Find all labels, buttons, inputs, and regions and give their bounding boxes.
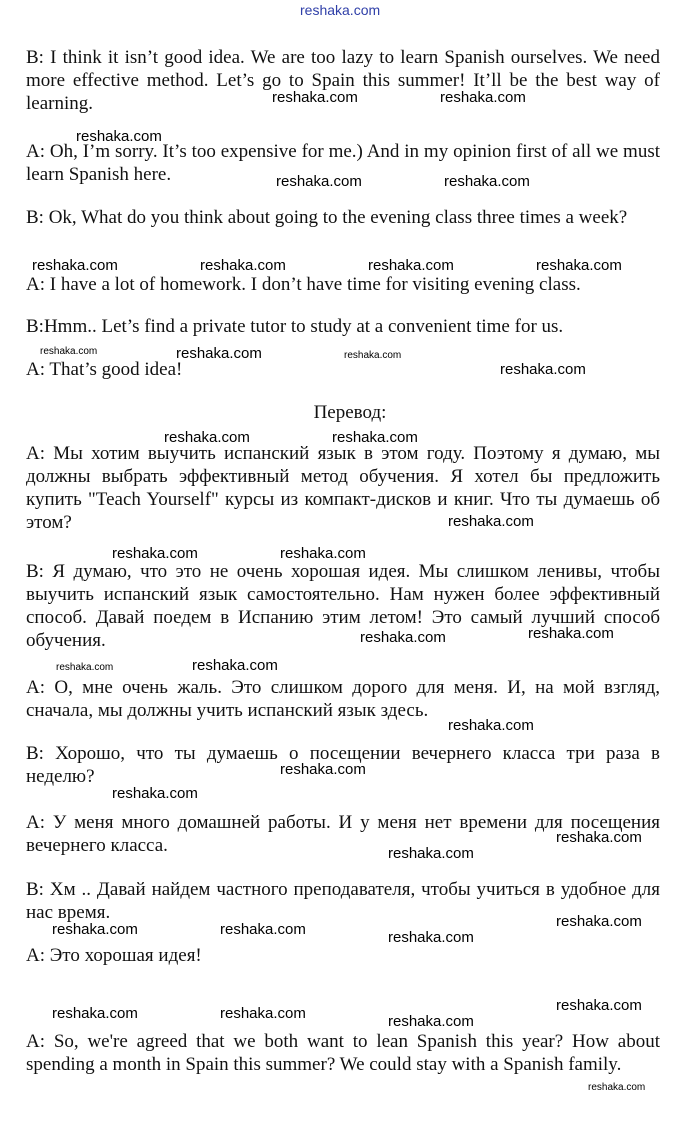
watermark: reshaka.com	[368, 257, 454, 274]
translation-paragraph-3: А: О, мне очень жаль. Это слишком дорого для меня. И, на мой взгляд, сначала, мы должны учить испанский язык здесь.	[26, 677, 660, 721]
watermark: reshaka.com	[32, 257, 118, 274]
watermark: reshaka.com	[56, 662, 114, 673]
watermark: reshaka.com	[176, 345, 262, 362]
dialogue-paragraph-3: B: Ok, What do you think about going to the evening class three times a week?	[26, 207, 628, 228]
watermark: reshaka.com	[500, 361, 586, 378]
watermark: reshaka.com	[528, 625, 614, 642]
translation-heading: Перевод:	[313, 402, 387, 423]
watermark: reshaka.com	[448, 717, 534, 734]
watermark: reshaka.com	[556, 829, 642, 846]
watermark: reshaka.com	[40, 346, 98, 357]
translation-paragraph-5: А: У меня много домашней работы. И у меня нет времени для посещения вечернего класса.	[26, 812, 660, 856]
dialogue-paragraph-4: A: I have a lot of homework. I don’t have time for visiting evening class.	[26, 274, 581, 295]
watermark: reshaka.com	[164, 429, 250, 446]
watermark: reshaka.com	[556, 997, 642, 1014]
watermark: reshaka.com	[200, 257, 286, 274]
watermark: reshaka.com	[388, 845, 474, 862]
watermark: reshaka.com	[52, 1005, 138, 1022]
watermark: reshaka.com	[112, 785, 198, 802]
dialogue-paragraph-1: B: I think it isn’t good idea. We are too lazy to learn Spanish ourselves. We need more effective method. Let’s go to Spain this summer! It’ll be the best way of learning.	[26, 47, 660, 114]
translation-paragraph-2: В: Я думаю, что это не очень хорошая идея. Мы слишком ленивы, чтобы выучить испанский язык самостоятельно. Нам нужен более эффективный способ. Давай поедем в Испанию этим летом! Это самый лучший способ обучения.	[26, 561, 660, 651]
watermark: reshaka.com	[192, 657, 278, 674]
watermark: reshaka.com	[112, 545, 198, 562]
watermark: reshaka.com	[332, 429, 418, 446]
watermark: reshaka.com	[280, 545, 366, 562]
watermark: reshaka.com	[344, 350, 402, 361]
watermark: reshaka.com	[220, 1005, 306, 1022]
watermark: reshaka.com	[440, 89, 526, 106]
watermark: reshaka.com	[588, 1082, 646, 1093]
translation-paragraph-4: В: Хорошо, что ты думаешь о посещении вечернего класса три раза в неделю?	[26, 743, 660, 787]
dialogue-paragraph-5: B:Hmm.. Let’s find a private tutor to study at a convenient time for us.	[26, 316, 564, 337]
watermark: reshaka.com	[272, 89, 358, 106]
dialogue-paragraph-6: A: That’s good idea!	[26, 359, 183, 380]
watermark: reshaka.com	[388, 929, 474, 946]
translation-paragraph-6: В: Хм .. Давай найдем частного преподавателя, чтобы учиться в удобное для нас время.	[26, 879, 660, 923]
final-paragraph: A: So, we're agreed that we both want to lean Spanish this year? How about spending a month in Spain this summer? We could stay with a Spanish family.	[26, 1031, 660, 1075]
watermark: reshaka.com	[280, 761, 366, 778]
watermark: reshaka.com	[76, 128, 162, 145]
site-header: reshaka.com	[300, 2, 381, 18]
watermark: reshaka.com	[556, 913, 642, 930]
watermark: reshaka.com	[388, 1013, 474, 1030]
watermark: reshaka.com	[448, 513, 534, 530]
watermark: reshaka.com	[52, 921, 138, 938]
watermark: reshaka.com	[360, 629, 446, 646]
watermark: reshaka.com	[536, 257, 622, 274]
translation-paragraph-7: А: Это хорошая идея!	[26, 945, 202, 966]
watermark: reshaka.com	[276, 173, 362, 190]
dialogue-paragraph-2: A: Oh, I’m sorry. It’s too expensive for me.) And in my opinion first of all we must learn Spanish here.	[26, 141, 660, 185]
watermark: reshaka.com	[220, 921, 306, 938]
watermark: reshaka.com	[444, 173, 530, 190]
translation-paragraph-1: А: Мы хотим выучить испанский язык в этом году. Поэтому я думаю, мы должны выбрать эффективный метод обучения. Я хотел бы предложить купить "Teach Yourself" курсы из компакт-дисков и книг. Что ты думаешь об этом?	[26, 443, 660, 533]
